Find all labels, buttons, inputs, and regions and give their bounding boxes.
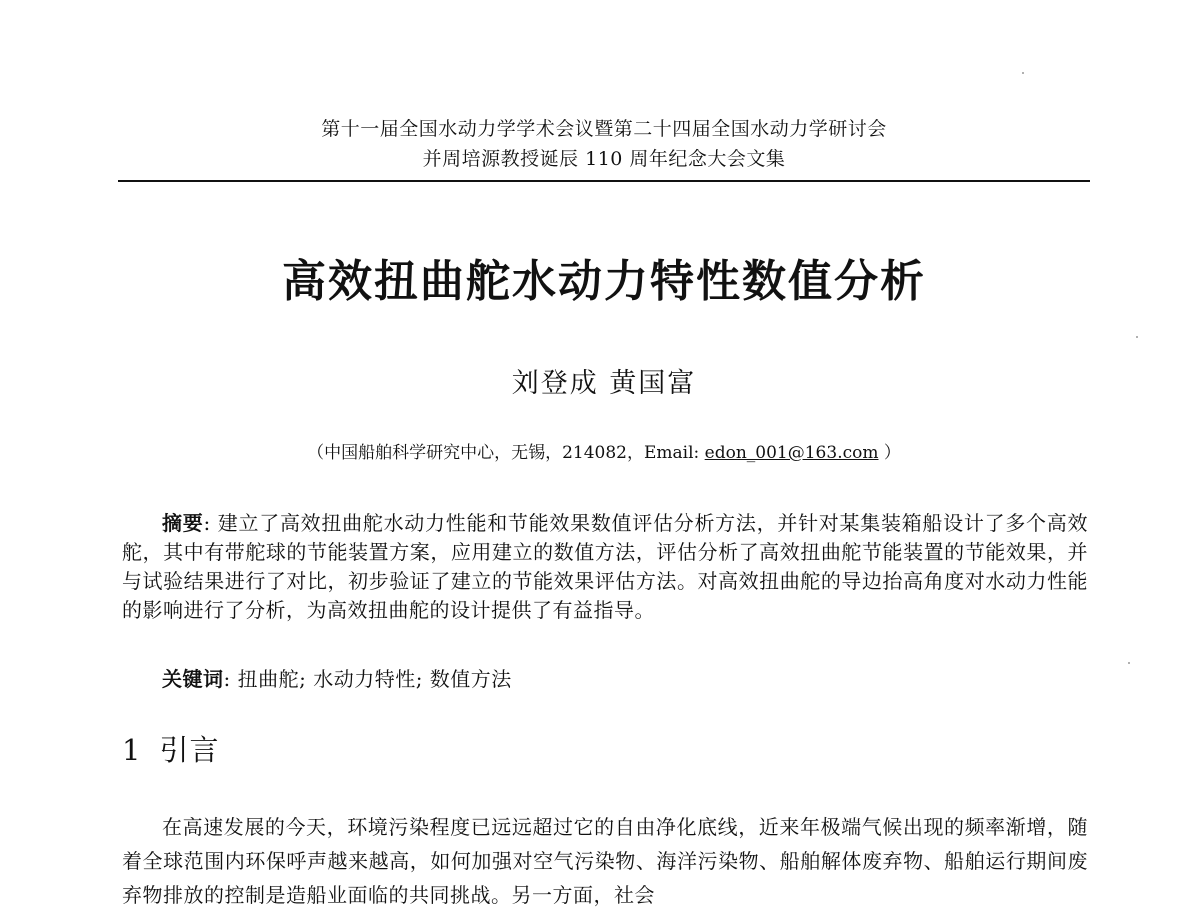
section-number: 1 [122, 733, 142, 767]
section-title: 引言 [159, 733, 220, 767]
header-rule [118, 180, 1090, 182]
affiliation-close: ） [878, 443, 901, 463]
abstract-text: : 建立了高效扭曲舵水动力性能和节能效果数值评估分析方法，并针对某集装箱船设计了多个高效舵，其中有带舵球的节能装置方案，应用建立的数值方法，评估分析了高效扭曲舵节能装置的节能效果，并与试验结果进行了对比，初步验证了建立的节能效果评估方法。对高效扭曲舵的导边抬高角度对水动力性能的影响进行了分析，为高效扭曲舵的设计提供了有益指导。 [122, 511, 1088, 622]
proceedings-header [118, 114, 1090, 174]
scan-speck [1136, 336, 1138, 338]
scan-speck [1128, 662, 1130, 664]
affiliation [118, 440, 1090, 466]
author-list: 刘登成 黄国富 [511, 368, 697, 399]
body-paragraph: 在高速发展的今天，环境污染程度已远远超过它的自由净化底线，近来年极端气候出现的频率渐增，随着全球范围内环保呼声越来越高，如何加强对空气污染物、海洋污染物、船舶解体废弃物、船舶运行期间废弃物排放的控制是造船业面临的共同挑战。另一方面，社会 [122, 815, 1088, 907]
affiliation-text: （中国船舶科学研究中心，无锡，214082，Email: [307, 443, 705, 463]
body-text [122, 810, 1088, 912]
keywords-text: : 扭曲舵; 水动力特性; 数值方法 [223, 667, 512, 691]
keywords-label: 关键词 [162, 667, 224, 691]
paper-title: 高效扭曲舵水动力特性数值分析 [282, 256, 926, 307]
scan-speck [1022, 72, 1024, 74]
proceedings-header-line-2: 并周培源教授诞辰 110 周年纪念大会文集 [422, 148, 786, 170]
abstract [122, 509, 1088, 625]
email-link[interactable]: edon_001@163.com [704, 443, 879, 463]
proceedings-header-line-1: 第十一届全国水动力学学术会议暨第二十四届全国水动力学研讨会 [321, 118, 887, 140]
section-heading [122, 730, 622, 770]
keywords [122, 665, 1088, 694]
abstract-label: 摘要 [162, 511, 204, 535]
